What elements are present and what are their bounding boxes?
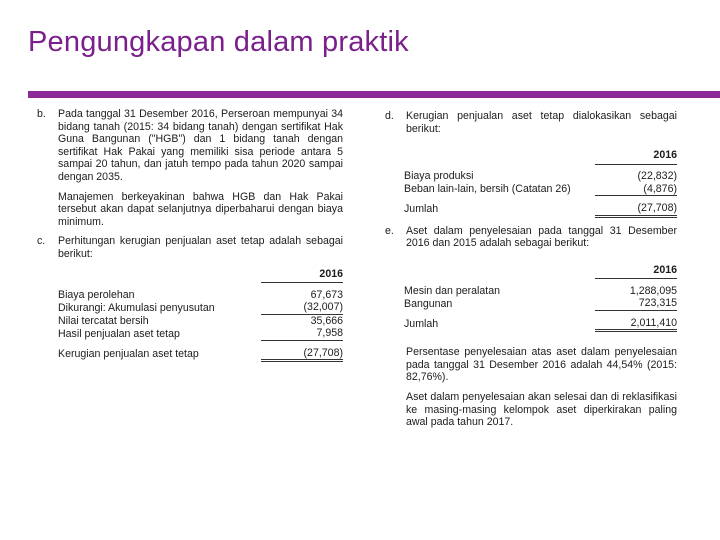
table-total-row: Jumlah (27,708) (404, 201, 677, 216)
table-total-row: Kerugian penjualan aset tetap (27,708) (58, 346, 343, 360)
note-c (37, 235, 343, 260)
table-row: Hasil penjualan aset tetap 7,958 (58, 327, 343, 340)
year-header: 2016 (261, 268, 343, 283)
table-row: Beban lain-lain, bersih (Catatan 26) (4,876) (404, 182, 677, 196)
note-e-text: Aset dalam penyelesaian pada tanggal 31 Desember 2016 dan 2015 adalah sebagai berikut: (406, 224, 677, 250)
note-b-text: Pada tanggal 31 Desember 2016, Perseroan mempunyai 34 bidang tanah (2015: 34 bidang tanah) dengan sertifikat Hak Guna Bangunan ("HGB") dan 1 bidang tanah dengan sertifikat Hak Pakai yang memiliki sisa periode antara 5 sampai 20 tahun, dan jatuh tempo pada tahun 2020 sampai dengan 2035. (58, 108, 343, 183)
note-b-management: Manajemen berkeyakinan bahwa HGB dan Hak Pakai tersebut akan dapat selanjutnya diperbaharui dengan biaya minimum. (58, 190, 343, 228)
title-divider (28, 91, 720, 98)
table-row: Bangunan 723,315 (404, 297, 677, 310)
table-row: Mesin dan peralatan 1,288,095 (404, 284, 677, 297)
year-header: 2016 (595, 264, 677, 279)
table-row: Biaya perolehan 67,673 (58, 288, 343, 301)
note-e (385, 225, 677, 250)
note-e-reclassification: Aset dalam penyelesaian akan selesai dan di reklasifikasi ke masing-masing kelompok aset diperkirakan paling awal pada tahun 2017. (406, 390, 677, 429)
note-c-text: Perhitungan kerugian penjualan aset tetap adalah sebagai berikut: (58, 235, 343, 260)
construction-in-progress-table (404, 264, 677, 332)
year-header: 2016 (595, 149, 677, 164)
loss-allocation-table (404, 149, 677, 217)
right-column (385, 110, 677, 429)
table-row: Nilai tercatat bersih 35,666 (58, 314, 343, 327)
note-c-label: c. (37, 235, 46, 248)
note-d (385, 110, 677, 135)
note-b (37, 108, 343, 184)
note-e-label: e. (385, 224, 394, 237)
left-column (37, 108, 343, 362)
note-d-label: d. (385, 110, 394, 122)
slide-title: Pengungkapan dalam praktik (28, 26, 409, 58)
table-row: Biaya produksi (22,832) (404, 170, 677, 183)
table-row: Dikurangi: Akumulasi penyusutan (32,007) (58, 301, 343, 314)
note-b-label: b. (37, 108, 46, 120)
note-d-text: Kerugian penjualan aset tetap dialokasikan sebagai berikut: (406, 110, 677, 135)
loss-calculation-table (58, 268, 343, 363)
note-e-percentage: Persentase penyelesaian atas aset dalam penyelesaian pada tanggal 31 Desember 2016 adalah 44,54% (2015: 82,76%). (406, 346, 677, 384)
table-total-row: Jumlah 2,011,410 (404, 316, 677, 331)
